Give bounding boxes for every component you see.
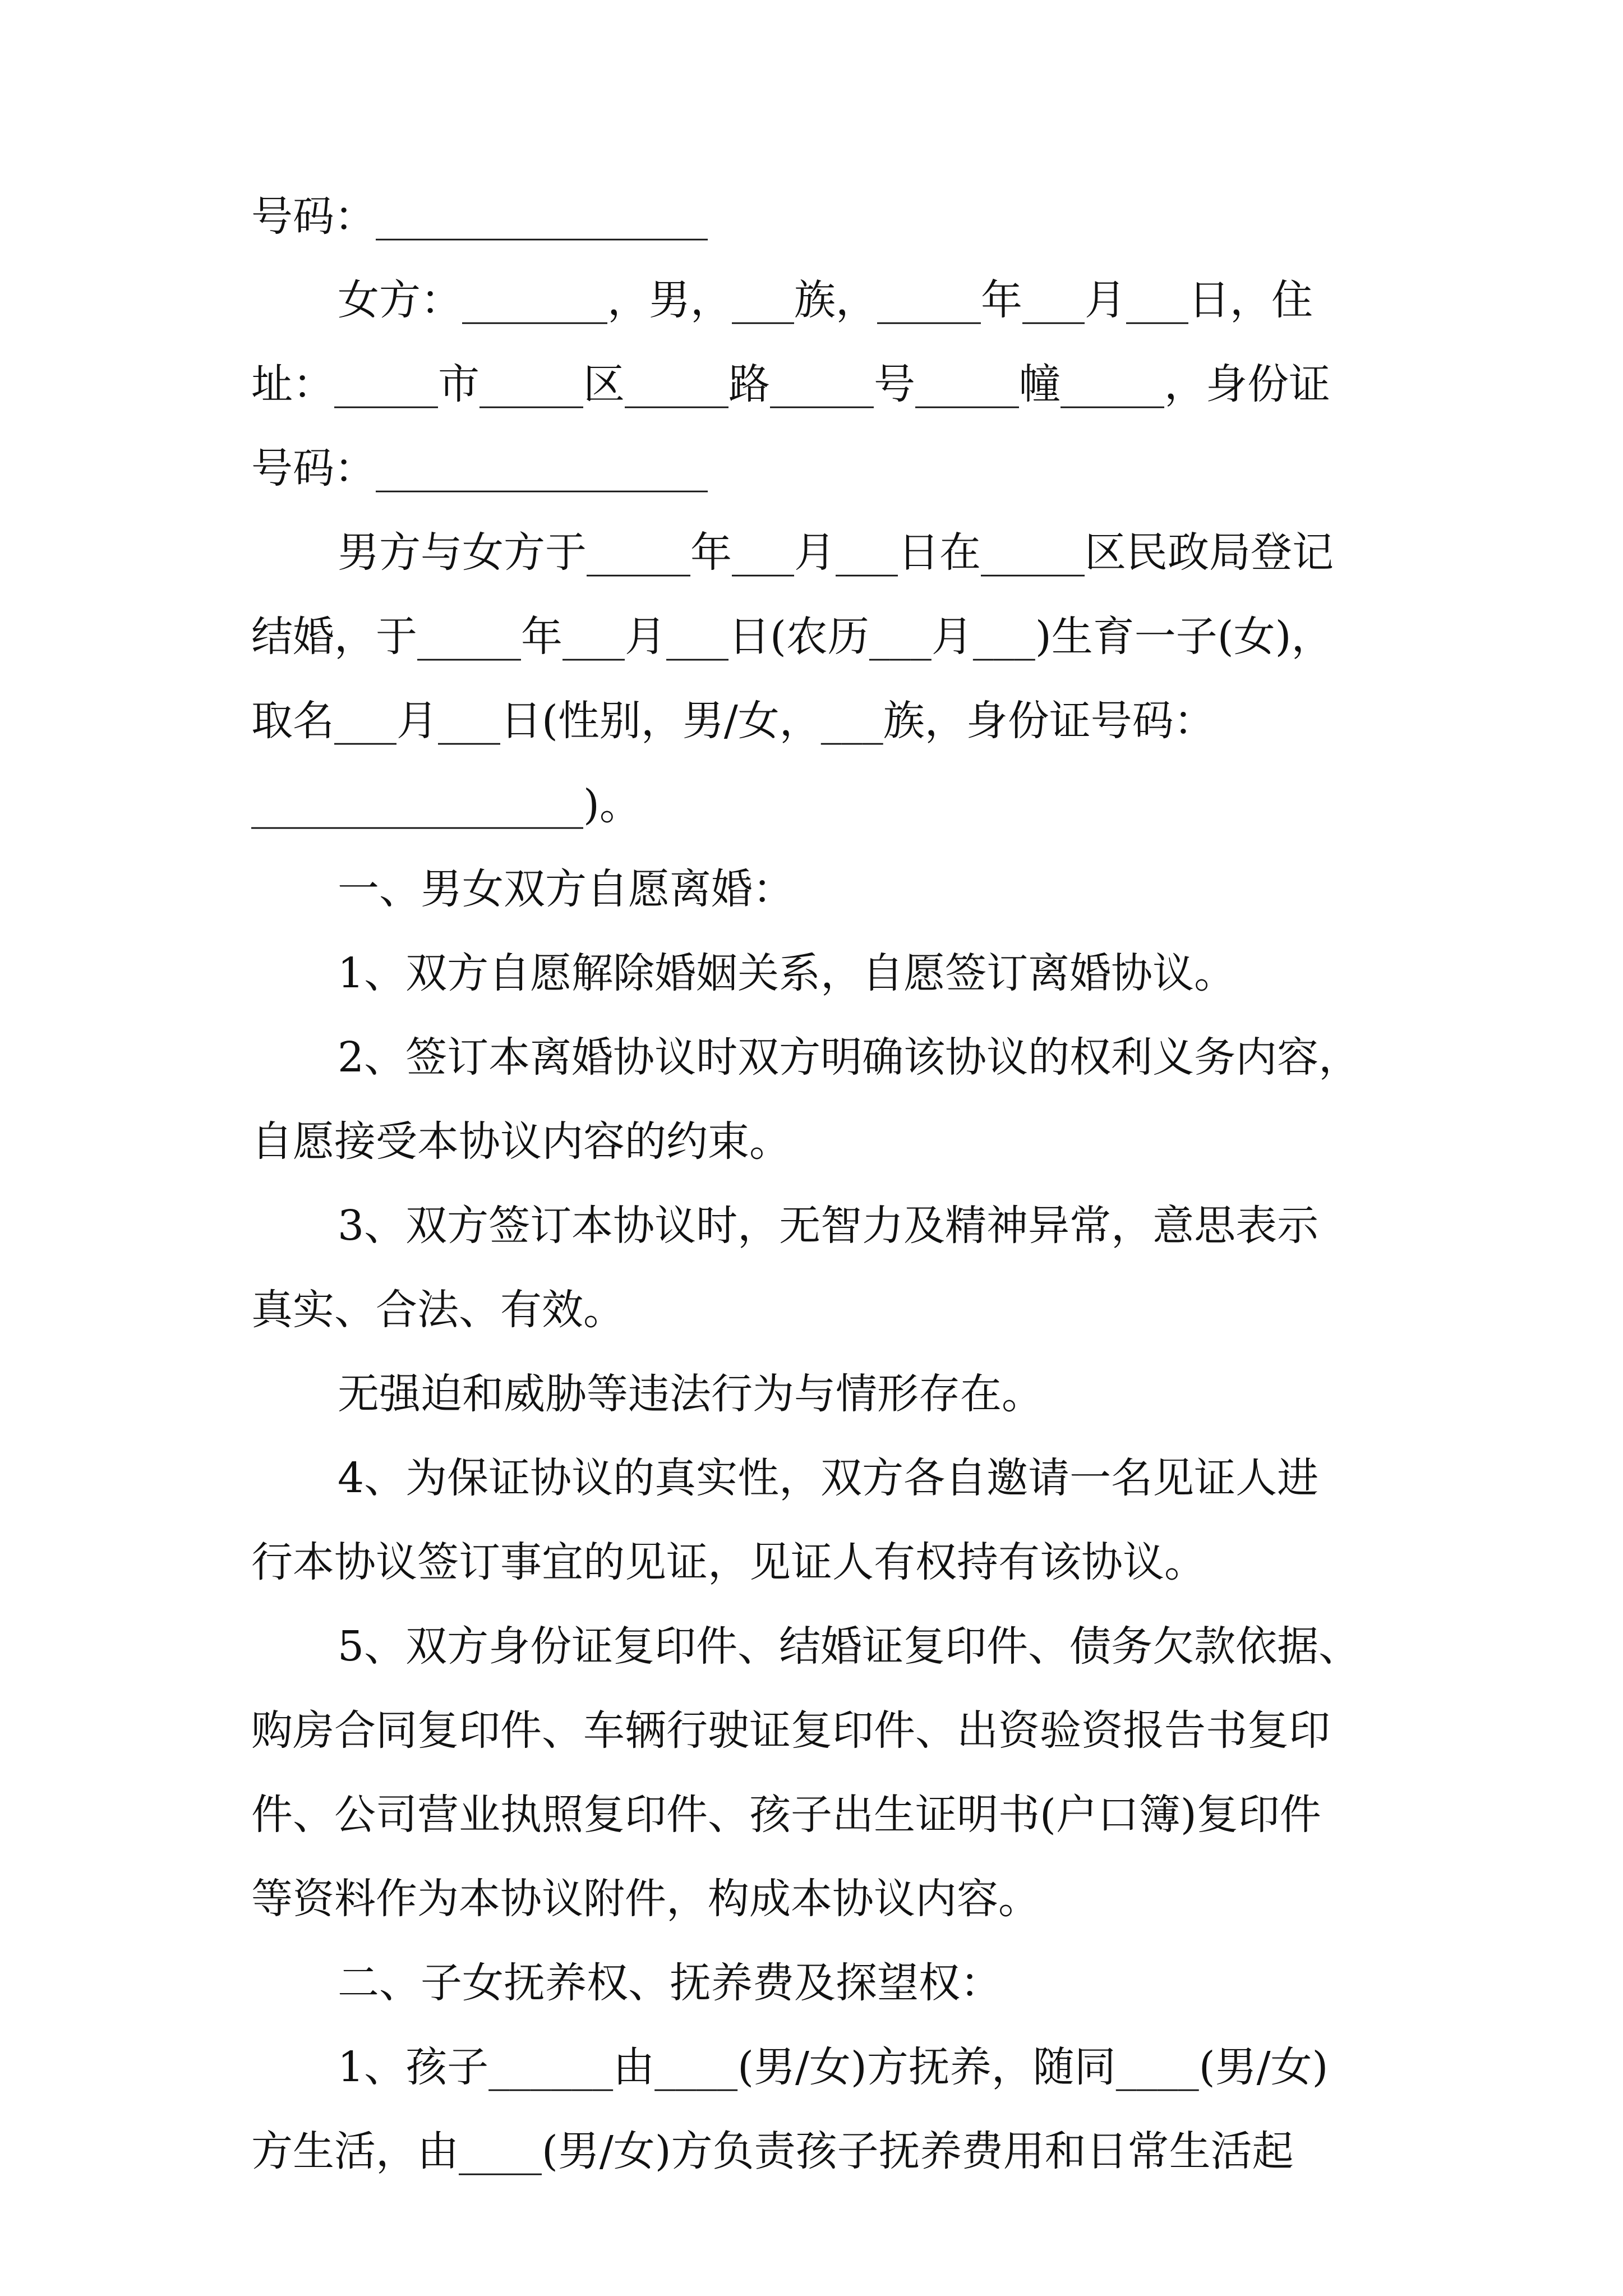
line-text: 号码：________________: [251, 444, 708, 493]
line-text: 购房合同复印件、车辆行驶证复印件、出资验资报告书复印: [251, 1706, 1330, 1755]
document-line: [0, 1018, 1623, 1097]
line-text: 方生活，由____(男/女)方负责孩子抚养费用和日常生活起: [251, 2127, 1294, 2175]
document-line: [0, 766, 1623, 844]
line-text: 1、双方自愿解除婚姻关系，自愿签订离婚协议。: [338, 949, 1236, 997]
line-text: 号码：________________: [251, 192, 708, 241]
document-line: [0, 1944, 1623, 2022]
document-line: [0, 2112, 1623, 2191]
line-text: 行本协议签订事宜的见证，见证人有权持有该协议。: [251, 1538, 1206, 1586]
document-line: [0, 513, 1623, 592]
document-line: [0, 1102, 1623, 1181]
document-line: [0, 1523, 1623, 1602]
line-text: 4、为保证协议的真实性，双方各自邀请一名见证人进: [338, 1454, 1319, 1502]
document-line: [0, 1355, 1623, 1433]
document-line: [0, 177, 1623, 256]
line-text: 件、公司营业执照复印件、孩子出生证明书(户口簿)复印件: [251, 1791, 1321, 1839]
line-text: 无强迫和威胁等违法行为与情形存在。: [338, 1370, 1043, 1418]
document-line: [0, 1691, 1623, 1770]
line-text: 自愿接受本协议内容的约束。: [251, 1117, 791, 1166]
document-line: [0, 1186, 1623, 1265]
document-line: [0, 429, 1623, 508]
document-line: [0, 345, 1623, 424]
line-text: 二、子女抚养权、抚养费及探望权：: [338, 1959, 1002, 2007]
document-line: [0, 1439, 1623, 1517]
line-text: 男方与女方于_____年___月___日在_____区民政局登记: [338, 528, 1334, 577]
line-text: 取名___月___日(性别，男/女，___族，身份证号码：: [251, 697, 1215, 745]
line-text: 址：_____市_____区_____路_____号_____幢_____，身份证: [251, 360, 1330, 408]
document-line: [0, 850, 1623, 928]
document-line: [0, 261, 1623, 339]
line-text: 结婚，于_____年___月___日(农历___月___)生育一子(女)，: [251, 613, 1333, 661]
document-line: [0, 1607, 1623, 1686]
line-text: 3、双方签订本协议时，无智力及精神异常，意思表示: [338, 1202, 1319, 1250]
document-line: [0, 934, 1623, 1013]
document-line: [0, 1775, 1623, 1854]
document-line: [0, 1860, 1623, 1938]
line-text: 真实、合法、有效。: [251, 1286, 625, 1334]
line-text: 5、双方身份证复印件、结婚证复印件、债务欠款依据、: [338, 1622, 1361, 1671]
line-text: 2、签订本离婚协议时双方明确该协议的权利义务内容，: [338, 1033, 1361, 1082]
line-text: 等资料作为本协议附件，构成本协议内容。: [251, 1875, 1040, 1923]
document-line: [0, 682, 1623, 760]
line-text: ________________)。: [251, 781, 641, 829]
document-line: [0, 2028, 1623, 2106]
line-text: 一、男女双方自愿离婚：: [338, 865, 794, 913]
line-text: 女方：_______，男，___族，_____年___月___日，住: [338, 276, 1313, 324]
document-line: [0, 597, 1623, 676]
document-line: [0, 1271, 1623, 1349]
line-text: 1、孩子______由____(男/女)方抚养，随同____(男/女): [338, 2043, 1329, 2091]
